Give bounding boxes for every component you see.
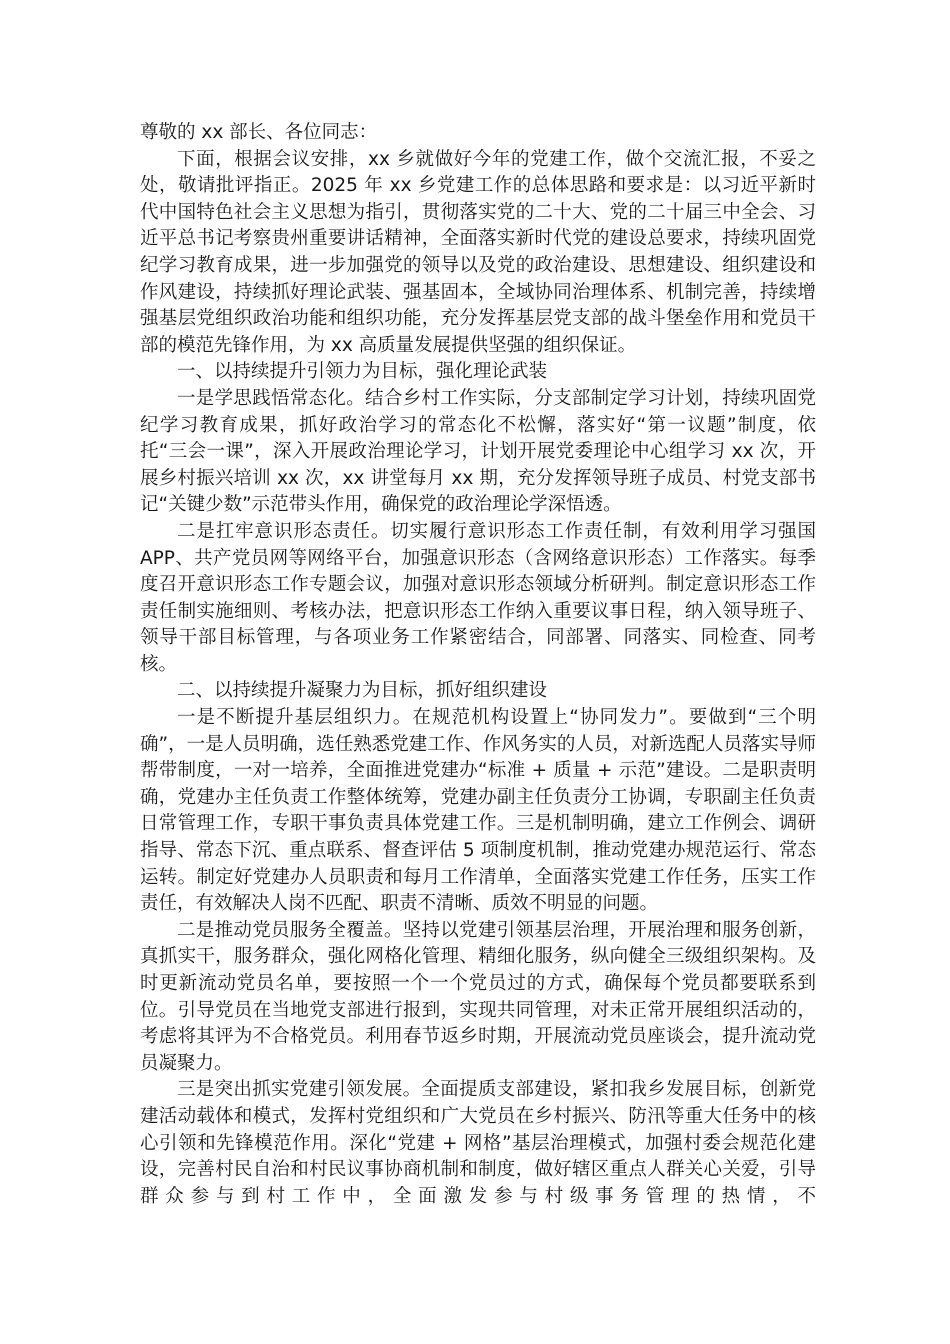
body-paragraph: 二是推动党员服务全覆盖。坚持以党建引领基层治理，开展治理和服务创新，真抓实干，服务群众，强化网格化管理、精细化服务，纵向健全三级组织架构。及时更新流动党员名单，要按照一个一个党员过的方式，确保每个党员都要联系到位。引导党员在当地党支部进行报到，实现共同管理，对未正常开展组织活动的，考虑将其评为不合格党员。利用春节返乡时期，开展流动党员座谈会，提升流动党员凝聚力。 xyxy=(140,919,816,1074)
body-paragraph: 一是学思践悟常态化。结合乡村工作实际，分支部制定学习计划，持续巩固党纪学习教育成果，抓好政治学习的常态化不松懈，落实好“第一议题”制度，依托“三会一课”，深入开展政治理论学习，计划开展党委理论中心组学习 xx 次，开展乡村振兴培训 xx 次，xx 讲堂每月 xx 期，充分发挥领导班子成员、村党支部书记“关键少数”示范带头作用，确保党的政治理论学深悟透。 xyxy=(140,387,816,516)
body-paragraph: 一是不断提升基层组织力。在规范机构设置上“协同发力”。要做到“三个明确”，一是人员明确，选任熟悉党建工作、作风务实的人员，对新选配人员落实导师帮带制度，一对一培养，全面推进党建办“标准 + 质量 + 示范”建设。二是职责明确，党建办主任负责工作整体统筹，党建办副主任负责分工协调，专职副主任负责日常管理工作，专职干事负责具体党建工作。三是机制明确，建立工作例会、调研指导、常态下沉、重点联系、督查评估 5 项制度机制，推动党建办规范运行、常态运转。制定好党建办人员职责和每月工作清单，全面落实党建工作任务，压实工作责任，有效解决人岗不匹配、职责不清晰、质效不明显的问题。 xyxy=(140,707,816,915)
body-paragraph: 二是扛牢意识形态责任。切实履行意识形态工作责任制，有效利用学习强国 APP、共产党员网等网络平台，加强意识形态（含网络意识形态）工作落实。每季度召开意识形态工作专题会议，加强对意识形态领域分析研判。制定意识形态工作责任制实施细则、考核办法，把意识形态工作纳入重要议事日程，纳入领导班子、领导干部目标管理，与各项业务工作紧密结合，同部署、同落实、同检查、同考核。 xyxy=(140,520,816,675)
intro-paragraph: 下面，根据会议安排，xx 乡就做好今年的党建工作，做个交流汇报，不妥之处，敬请批评指正。2025 年 xx 乡党建工作的总体思路和要求是：以习近平新时代中国特色社会主义思想为指引，贯彻落实党的二十大、党的二十届三中全会、习近平总书记考察贵州重要讲话精神，全面落实新时代党的建设总要求，持续巩固党纪学习教育成果，进一步加强党的领导以及党的政治建设、思想建设、组织建设和作风建设，持续抓好理论武装、强基固本，全域协同治理体系、机制完善，持续增强基层党组织政治功能和组织功能，充分发挥基层党支部的战斗堡垒作用和党员干部的模范先锋作用，为 xx 高质量发展提供坚强的组织保证。 xyxy=(140,148,816,356)
salutation: 尊敬的 xx 部长、各位同志： xyxy=(140,122,378,143)
body-paragraph: 三是突出抓实党建引领发展。全面提质支部建设，紧扣我乡发展目标，创新党建活动载体和模式，发挥村党组织和广大党员在乡村振兴、防汛等重大任务中的核心引领和先锋模范作用。深化“党建 + 网格”基层治理模式，加强村委会规范化建设，完善村民自治和村民议事协商机制和制度，做好辖区重点人群关心关爱，引导群众参与到村工作中，全面激发参与村级事务管理的热情，不 xyxy=(140,1079,816,1207)
document-page xyxy=(140,120,816,1210)
section-heading-1: 一、以持续提升引领力为目标，强化理论武装 xyxy=(177,361,548,383)
section-heading-2: 二、以持续提升凝聚力为目标，抓好组织建设 xyxy=(177,680,548,702)
